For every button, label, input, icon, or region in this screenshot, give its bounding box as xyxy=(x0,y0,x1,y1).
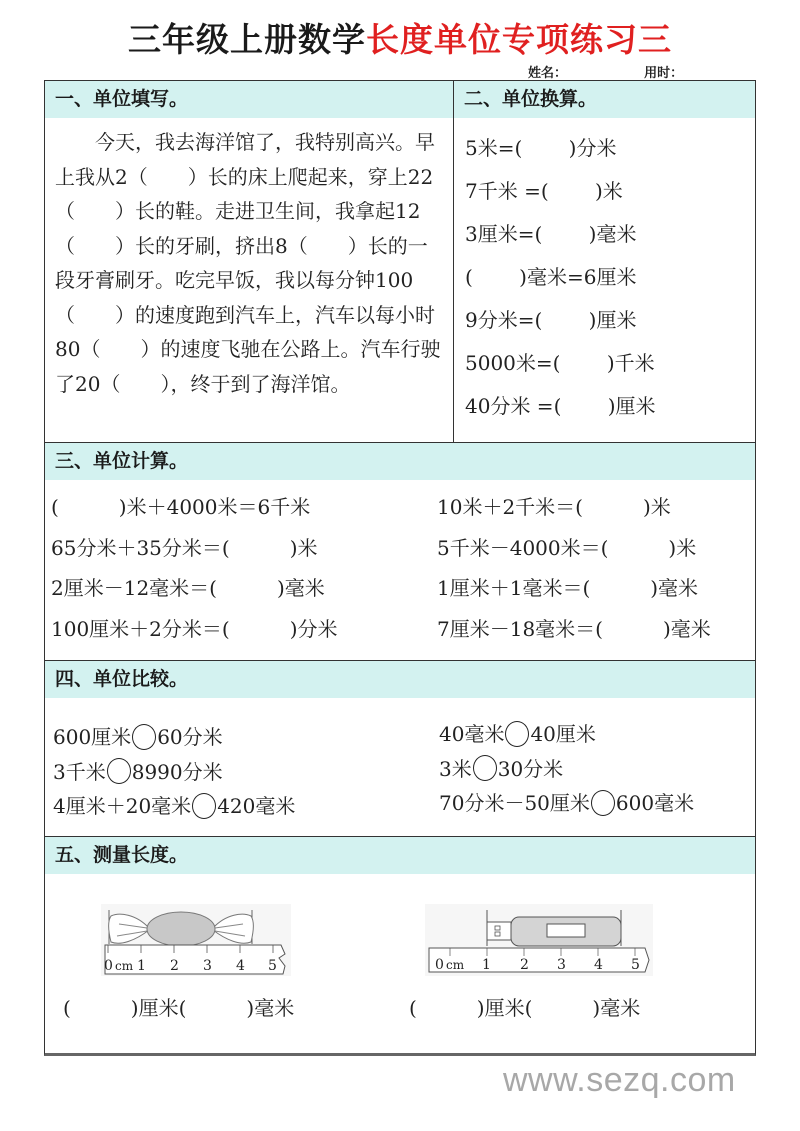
svg-text:2: 2 xyxy=(170,958,179,974)
column-divider xyxy=(453,81,454,443)
section3-right xyxy=(437,492,711,654)
title-grade: 三年级上册数学 xyxy=(128,20,366,59)
conversion-item: ( )毫米=6厘米 xyxy=(465,265,637,289)
calc-item: 10米＋2千米＝( )米 xyxy=(437,495,671,519)
compare-item: 3千米 8990分米 xyxy=(53,759,223,784)
compare-circle[interactable] xyxy=(473,755,497,781)
svg-text:2: 2 xyxy=(520,957,529,973)
story-text: 今天，我去海洋馆了，我特别高兴。早上我从2（ ）长的床上爬起来，穿上22（ ）长的鞋。走进卫生间，我拿起12（ ）长的牙刷，挤出8（ ）长的一段牙膏刷牙。吃完早饭，我以每分钟100（ ）的速度跑到汽车上，汽车以每小时80（ ）的速度飞驰在公路上。汽车行驶了20（ ），终于到了海洋馆。 xyxy=(55,130,441,396)
svg-text:4: 4 xyxy=(594,957,603,973)
section5-heading: 五、测量长度。 xyxy=(45,837,755,874)
section1-heading: 一、单位填写。 xyxy=(45,81,453,118)
conversion-item: 40分米 =( )厘米 xyxy=(465,394,656,418)
section3-left xyxy=(51,492,338,654)
section4-heading: 四、单位比较。 xyxy=(45,661,755,698)
conversion-item: 5米=( )分米 xyxy=(465,136,617,160)
svg-text:cm: cm xyxy=(115,959,134,973)
student-info xyxy=(528,62,739,81)
conversion-item: 5000米=( )千米 xyxy=(465,351,655,375)
compare-item: 3米 30分米 xyxy=(439,756,564,781)
usb-drive-icon xyxy=(425,904,653,976)
section4-right xyxy=(439,717,694,821)
conversion-item: 7千米 =( )米 xyxy=(465,179,623,203)
conversion-item: 3厘米=( )毫米 xyxy=(465,222,637,246)
svg-text:cm: cm xyxy=(446,958,465,972)
calc-item: 5千米－4000米＝( )米 xyxy=(437,535,697,560)
section2-heading: 二、单位换算。 xyxy=(454,81,755,118)
section4-left xyxy=(53,720,295,824)
calc-item: 2厘米－12毫米＝( )毫米 xyxy=(51,576,325,600)
name-label: 姓名： xyxy=(528,66,568,81)
svg-text:1: 1 xyxy=(137,958,146,974)
measure-answer-left: ( )厘米( )毫米 xyxy=(63,996,295,1020)
compare-item: 600厘米 60分米 xyxy=(53,725,223,749)
candy-ruler-figure xyxy=(101,904,291,976)
calc-item: 100厘米＋2分米＝( )分米 xyxy=(51,616,338,641)
watermark: www.sezq.com xyxy=(503,1061,736,1099)
calc-item: 65分米＋35分米＝( )米 xyxy=(51,535,318,560)
section2-items xyxy=(465,133,656,434)
calc-item: 7厘米－18毫米＝( )毫米 xyxy=(437,616,711,641)
compare-circle[interactable] xyxy=(107,758,131,784)
compare-item: 40毫米 40厘米 xyxy=(439,722,596,746)
candy-icon xyxy=(101,904,291,976)
svg-text:3: 3 xyxy=(203,958,212,974)
calc-item: ( )米＋4000米＝6千米 xyxy=(51,495,311,519)
measure-answer-right: ( )厘米( )毫米 xyxy=(409,996,641,1020)
compare-item: 70分米－50厘米 600毫米 xyxy=(439,791,695,815)
svg-text:3: 3 xyxy=(557,957,566,973)
svg-text:0: 0 xyxy=(435,957,444,973)
title-topic: 长度单位专项练习三 xyxy=(366,20,672,59)
svg-text:5: 5 xyxy=(631,957,640,973)
compare-item: 4厘米＋20毫米 420毫米 xyxy=(53,794,296,818)
calc-item: 1厘米＋1毫米＝( )毫米 xyxy=(437,576,699,600)
section3-heading: 三、单位计算。 xyxy=(45,443,755,480)
compare-circle[interactable] xyxy=(132,724,156,750)
svg-text:1: 1 xyxy=(482,957,491,973)
conversion-item: 9分米=( )厘米 xyxy=(465,308,637,332)
worksheet-box xyxy=(44,80,756,1056)
worksheet-title xyxy=(0,14,800,61)
compare-circle[interactable] xyxy=(591,790,615,816)
svg-text:0: 0 xyxy=(104,958,113,974)
compare-circle[interactable] xyxy=(192,793,216,819)
section1-story xyxy=(55,125,445,401)
usb-ruler-figure xyxy=(425,904,653,976)
svg-text:4: 4 xyxy=(236,958,245,974)
svg-text:5: 5 xyxy=(268,958,277,974)
time-label: 用时： xyxy=(644,66,684,81)
compare-circle[interactable] xyxy=(505,721,529,747)
